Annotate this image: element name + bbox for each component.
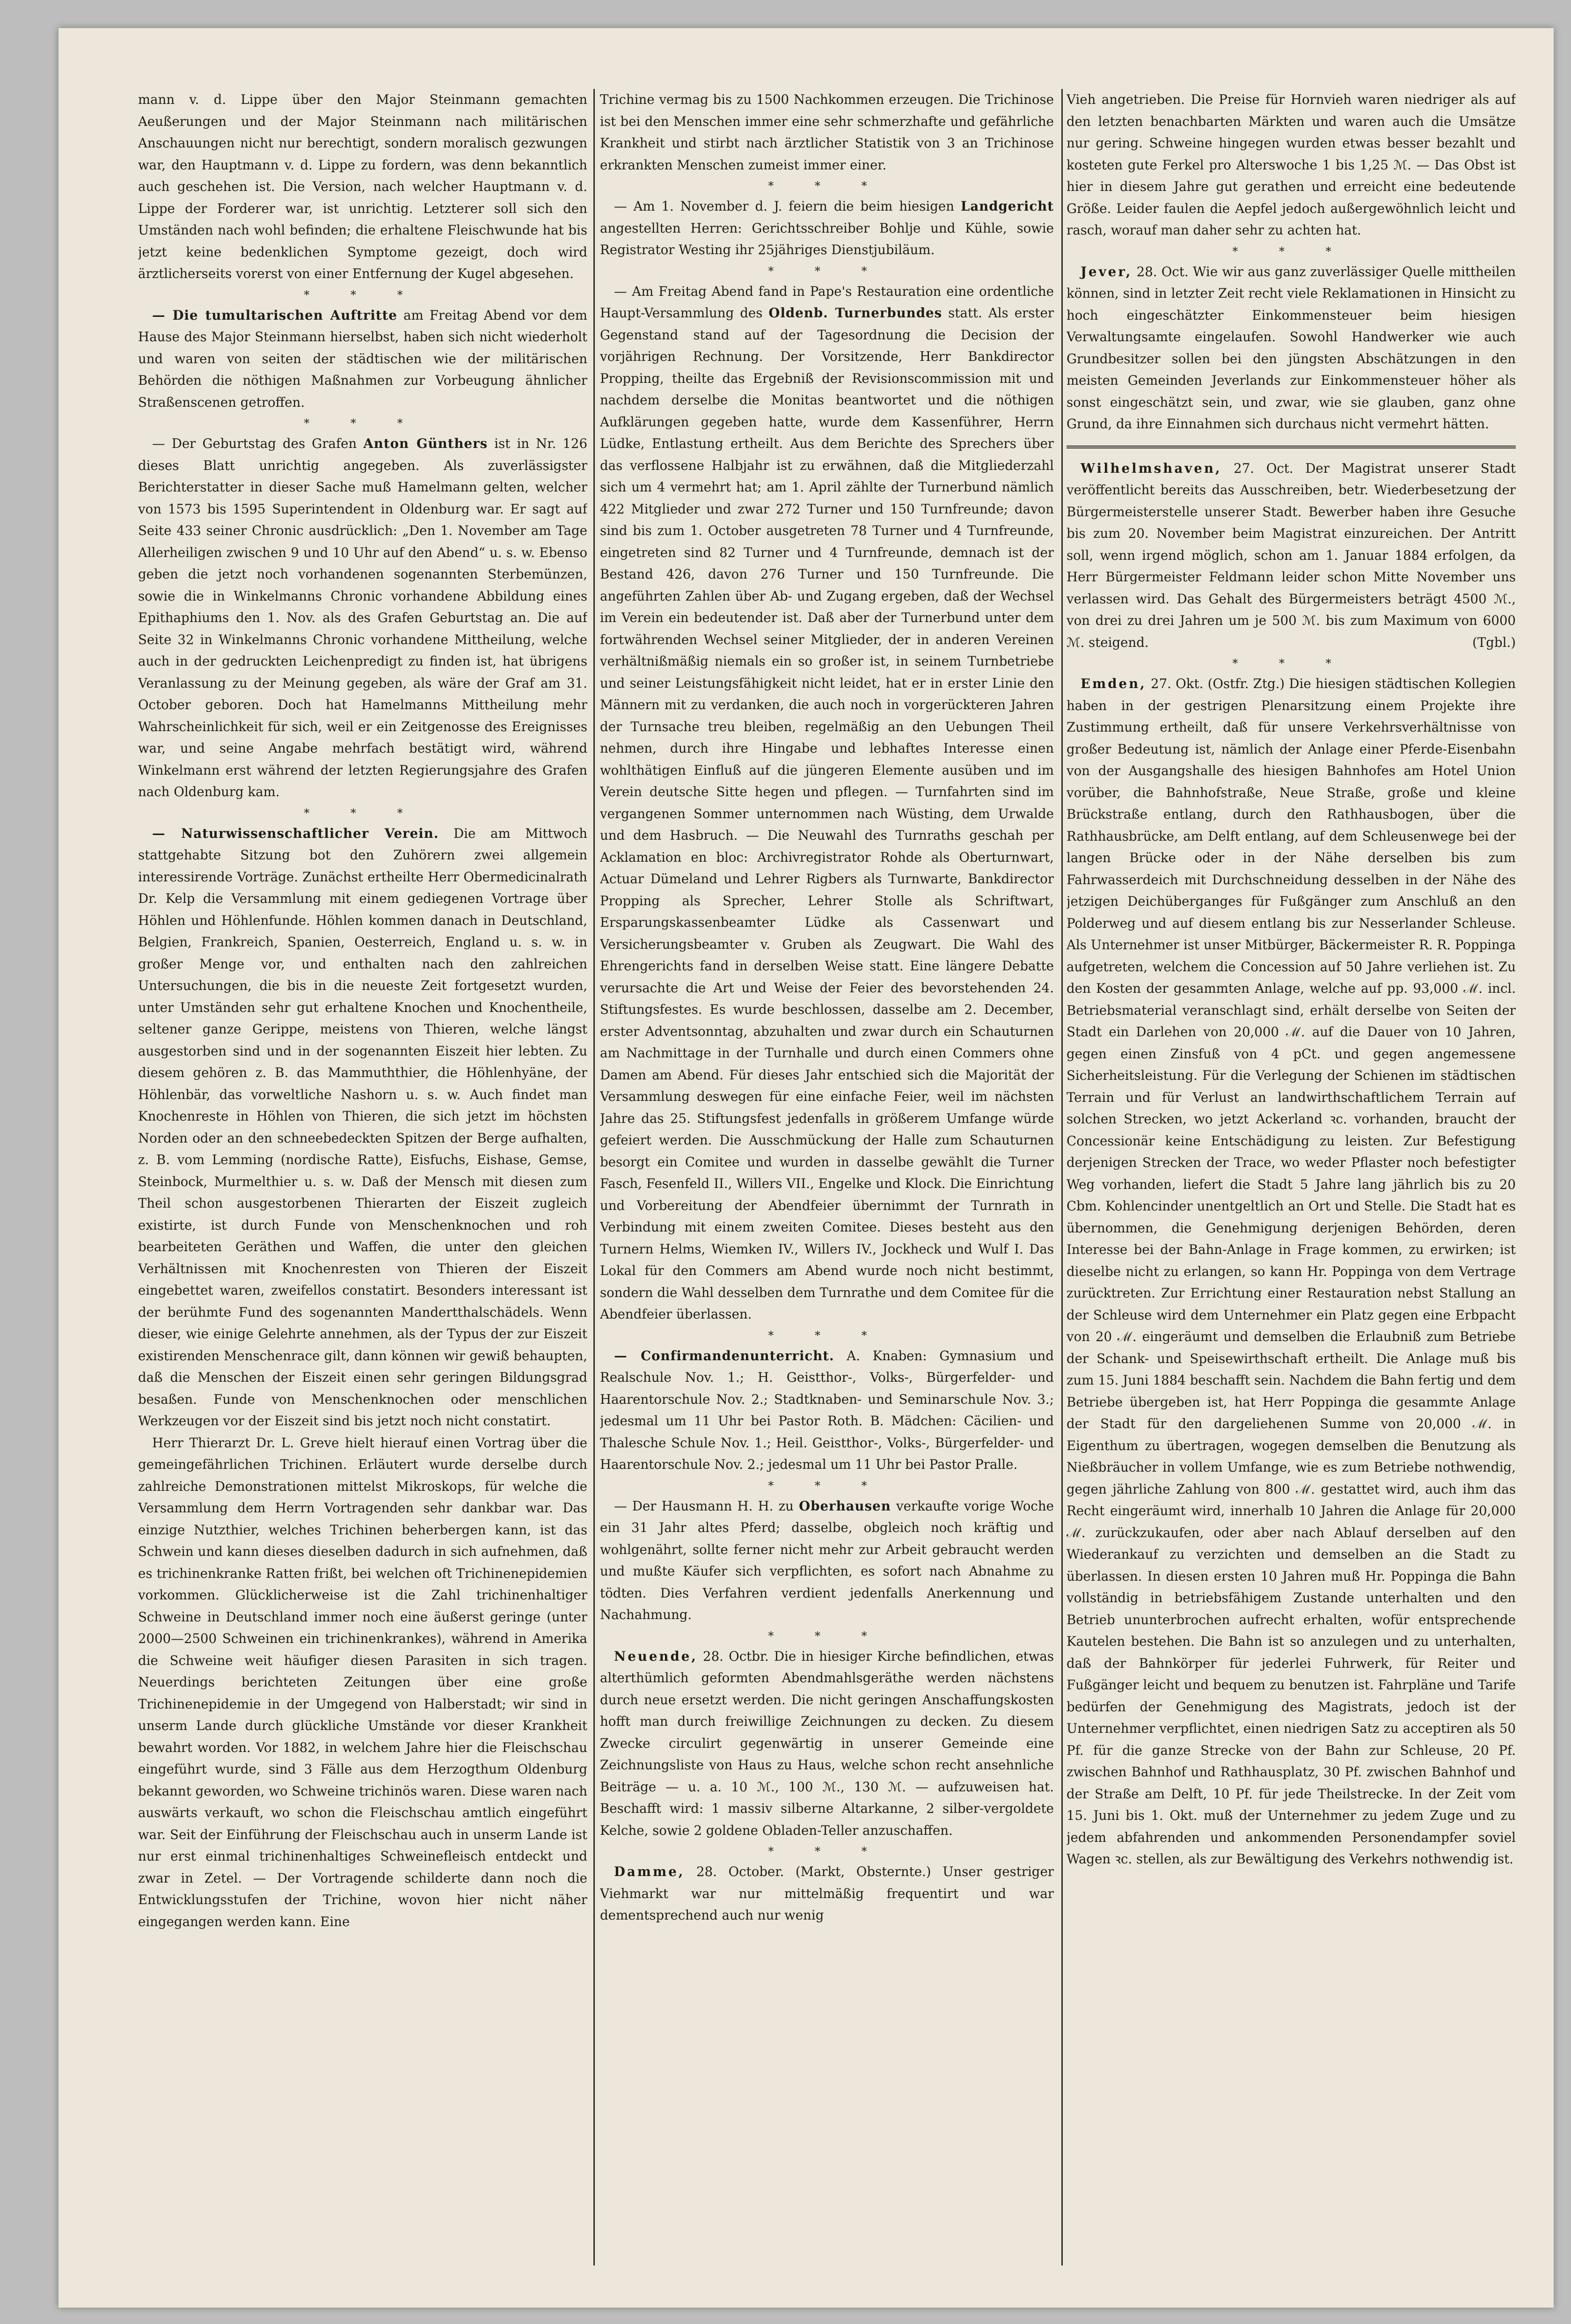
paragraph [138, 433, 587, 803]
dateline: Wilhelmshaven, [1081, 460, 1222, 476]
section-separator: * * * [1232, 244, 1350, 258]
paragraph [1067, 261, 1516, 435]
paragraph [1067, 458, 1516, 654]
paragraph: Herr Thierarzt Dr. L. Greve hielt hierauf einen Vortrag über die gemeingefährlichen Trichinen. Erläutert wurde derselbe durch zahlreiche Demonstrationen mittelst Mikroskops, für welche die Versammlung dem Herrn Vortragenden sehr dankbar war. Das einzige Nutzthier, welches Trichinen beherbergen kann, ist das Schwein und kann dieses dieselben dadurch in sich aufnehmen, daß es trichinenkranke Ratten frißt, bei welchen oft Trichinenepidemien vorkommen. Glücklicherweise ist die Zahl trichinenhaltiger Schweine in Deutschland immer noch eine äußerst geringe (unter 2000—2500 Schweinen ein trichinenkrankes), während in Amerika die Schweine weit häufiger diesen Parasiten in sich tragen. Neuerdings berichteten Zeitungen über eine große Trichinenepidemie in der Umgegend von Halberstadt; wir sind in unserm Lande durch glückliche Umstände vor dieser Krankheit bewahrt worden. Vor 1882, in welchem Jahre hier die Fleischschau eingeführt wurde, sind 3 Fälle aus dem Herzogthum Oldenburg bekannt geworden, wo Schweine trichinös waren. Diese waren nach auswärts verkauft, wo schon die Fleischschau amtlich eingeführt war. Seit der Einführung der Fleischschau auch in unserm Lande ist nur erst einmal trichinenhaltiges Schweinefleisch entdeckt und zwar in Zetel. — Der Vortragende schilderte dann noch die Entwicklungsstufen der Trichine, wovon hier nicht näher eingegangen werden kann. Eine [138, 1435, 587, 1929]
section-separator: * * * [304, 288, 422, 301]
article-headline: — Confirmandenunterricht. [614, 1348, 834, 1364]
section-divider [1067, 446, 1516, 448]
paragraph [600, 281, 1054, 1326]
section-separator: * * * [1232, 657, 1350, 670]
paragraph-text: — Der Hausmann H. H. zu [614, 1498, 799, 1514]
section-separator: * * * [768, 264, 886, 278]
paragraph [600, 1496, 1054, 1626]
dateline: Jever, [1081, 264, 1133, 279]
section-separator: * * * [768, 1328, 886, 1342]
paragraph [600, 1345, 1054, 1476]
article-headline: Anton Günthers [363, 436, 488, 451]
paragraph-text: angestellten Herren: Gerichtsschreiber Bohlje und Kühle, sowie Registrator Westing ihr 25jähriges Dienstjubiläum. [600, 220, 1054, 257]
section-separator: * * * [768, 1629, 886, 1642]
column-right [1067, 89, 1516, 2270]
paragraph [1067, 673, 1516, 1870]
paragraph-text: ist in Nr. 126 dieses Blatt unrichtig angegeben. Als zuverlässigster Berichterstatter in dieser Sache muß Hamelmann gelten, welcher von 1573 bis 1595 Superintendent in Oldenburg war. Er sagt auf Seite 433 seiner Chronic ausdrücklich: „Den 1. November am Tage Allerheiligen zwischen 9 und 10 Uhr auf den Abend“ u. s. w. Ebenso geben die jetzt noch vorhandenen sogenannten Sterbemünzen, sowie die in Winkelmanns Chronic vorhandene Abbildung eines Epithaphiums den 1. Nov. als des Grafen Geburtstag an. Die auf Seite 32 in Winkelmanns Chronic vorhandene Mittheilung, welche auch in der gedruckten Leichenpredigt zu finden ist, hat übrigens Veranlassung zu der Meinung gegeben, als wäre der Graf am 31. October geboren. Doch hat Hamelmanns Mittheilung mehr Wahrscheinlichkeit für sich, weil er ein Zeitgenosse des Ereignisses war, und seine Angabe mehrfach bestätigt wird, während Winkelmann erst während der letzten Regierungsjahre des Grafen nach Oldenburg kam. [138, 436, 587, 799]
source-credit: (Tgbl.) [1472, 634, 1516, 650]
paragraph-text: Die am Mittwoch stattgehabte Sitzung bot den Zuhörern zwei allgemein interessirende Vorträge. Zunächst ertheilte Herr Obermedicinalrath Dr. Kelp die Versammlung mit einem gediegenen Vortrage über Höhlen und Höhlenfunde. Höhlen kommen danach in Deutschland, Belgien, Frankreich, Spanien, Oesterreich, England u. s. w. in großer Menge vor, und enthalten nach den zahlreichen Untersuchungen, die bis in die neueste Zeit fortgesetzt wurden, unter Umständen sehr gut erhaltene Knochen und Knochentheile, seltener ganze Gerippe, meistens von Thieren, welche längst ausgestorben sind und in der sogenannten Eiszeit hier lebten. Zu diesem gehören z. B. das Mammuththier, die Höhlenhyäne, der Höhlenbär, das vorweltliche Nashorn u. s. w. Auch findet man Knochenreste in Höhlen von Thieren, die sich jetzt im höchsten Norden oder an den schneebedeckten Spitzen der Berge aufhalten, z. B. vom Lemming (nordische Ratte), Eisfuchs, Eishase, Gemse, Steinbock, Murmelthier u. s. w. Daß der Mensch mit diesen zum Theil schon ausgestorbenen Thierarten der Eiszeit zugleich existirte, ist durch Funde von Menschenknochen und roh bearbeiteten Geräthen und Waffen, die unter den gleichen Verhältnissen mit Knochenresten von Thieren der Eiszeit eingebettet waren, zweifellos constatirt. Besonders interessant ist der berühmte Fund des sogenannten Mandertthalschädels. Wenn dieser, wie einige Gelehrte annehmen, als der Typus der zur Eiszeit existirenden Menschenrace gilt, dann können wir gewiß behaupten, daß die Menschen der Eiszeit einen sehr geringen Bildungsgrad besaßen. Funde von Menschenknochen oder menschlichen Werkzeugen vor der Eiszeit sind bis jetzt noch nicht constatirt. [138, 825, 587, 1429]
article-columns [138, 89, 1516, 2270]
section-separator: * * * [768, 179, 886, 192]
dateline: Neuende, [614, 1648, 698, 1664]
article-headline: — Naturwissenschaftlicher Verein. [152, 825, 439, 841]
paragraph-text: 27. Oct. Der Magistrat unserer Stadt veröffentlicht bereits das Ausschreiben, betr. Wiederbesetzung der Bürgermeisterstelle unserer Stadt. Bewerber haben ihre Gesuche bis zum 20. November beim Magistrat einzureichen. Der Antritt soll, wenn irgend möglich, schon am 1. Januar 1884 erfolgen, da Herr Bürgermeister Feldmann leider schon Mitte November uns verlassen wird. Das Gehalt des Bürgermeisters beträgt 4500 ℳ., von drei zu drei Jahren um je 500 ℳ. bis zum Maximum von 6000 ℳ. steigend. [1067, 460, 1516, 650]
paragraph-text: — Am 1. November d. J. feiern die beim hiesigen [614, 198, 961, 214]
article-headline: Oberhausen [799, 1498, 891, 1514]
section-separator: * * * [768, 1845, 886, 1858]
paragraph: Trichine vermag bis zu 1500 Nachkommen erzeugen. Die Trichinose ist bei den Menschen immer eine sehr schmerzhafte und gefährliche Krankheit und stirbt nach ärztlicher Statistik von 3 an Trichinose erkrankten Menschen zumeist immer einer. [600, 92, 1054, 173]
dateline: Damme, [614, 1864, 685, 1879]
paragraph-text: 28. October. (Markt, Obsternte.) Unser gestriger Viehmarkt war nur mittelmäßig frequentirt und war dementsprechend auch nur wenig [600, 1864, 1054, 1923]
section-separator: * * * [304, 417, 422, 430]
paragraph [600, 196, 1054, 261]
paragraph-text: verkaufte vorige Woche ein 31 Jahr altes Pferd; dasselbe, obgleich noch kräftig und wohlgenährt, sollte ferner nicht mehr zur Arbeit gebraucht werden und mußte Käufer sich verpflichten, es sofort nach Abnahme zu tödten. Dies Verfahren verdient jedenfalls Anerkennung und Nachahmung. [600, 1498, 1054, 1622]
paragraph-text: A. Knaben: Gymnasium und Realschule Nov. 1.; H. Geistthor-, Volks-, Bürgerfelder- und Haarentorschule Nov. 2.; Stadtknaben- und Seminarschule Nov. 3.; jedesmal um 11 Uhr bei Pastor Roth. B. Mädchen: Cäcilien- und Thalesche Schule Nov. 1.; Heil. Geistthor-, Volks-, Bürgerfelder- und Haarentorschule Nov. 2.; jedesmal um 11 Uhr bei Pastor Pralle. [600, 1348, 1054, 1472]
paragraph-text: 27. Okt. (Ostfr. Ztg.) Die hiesigen städtischen Kollegien haben in der gestrigen Plenarsitzung einem Projekte ihre Zustimmung ertheilt, daß für unsere Verkehrsverhältnisse von großer Bedeutung ist, nämlich der Anlage einer Pferde-Eisenbahn von der Ausgangshalle des hiesigen Bahnhofes am Hotel Union vorüber, die Bahnhofstraße, Neue Straße, große und kleine Brückstraße entlang, durch den Rathhausbogen, über die Rathhausbrücke, am Delft entlang, auf dem Schleusenwege bei der langen Brücke oder in der Nähe derselben bis zum Fahrwasserdeich mit Durchschneidung desselben in der Nähe des jetzigen Deichüberganges für Fußgänger zum Anschluß an den Polderweg und auf diesem entlang bis zur Nesserlander Schleuse. Als Unternehmer ist unser Mitbürger, Bäckermeister R. R. Poppinga aufgetreten, welchem die Concession auf 50 Jahre verliehen ist. Zu den Kosten der gesammten Anlage, welche auf pp. 93,000 ℳ. incl. Betriebsmaterial veranschlagt sind, erhält derselbe von Seiten der Stadt ein Darlehen von 20,000 ℳ. auf die Dauer von 10 Jahren, gegen einen Zinsfuß von 4 pCt. und gegen angemessene Sicherheitsleistung. Für die Verlegung der Schienen im städtischen Terrain und für Verlust an landwirthschaftlichem Terrain auf solchen Strecken, wo jetzt Ackerland ꝛc. vorhanden, braucht der Concessionär keine Entschädigung zu leisten. Zur Befestigung derjenigen Strecken der Trace, wo weder Pflaster noch befestigter Weg vorhanden, liefert die Stadt 5 Jahre lang jährlich bis zu 20 Cbm. Kohlencinder unentgeltlich an Ort und Stelle. Die Stadt hat es übernommen, die Genehmigung derjenigen Behörden, deren Interesse bei der Bahn-Anlage in Frage kommen, zu erwirken; ist dieselbe nicht zu erlangen, so kann Hr. Poppinga von dem Vertrage zurücktreten. Zur Errichtung einer Restauration nebst Stallung an der Schleuse wird dem Unternehmer ein Platz gegen eine Erbpacht von 20 ℳ. eingeräumt und demselben die Erlaubniß zum Betriebe der Schank- und Speisewirthschaft ertheilt. Die Anlage muß bis zum 15. Juni 1884 beschafft sein. Nachdem die Bahn fertig und dem Betriebe übergeben ist, hat Herr Poppinga die gesammte Anlage der Stadt für den dargeliehenen Summe von 20,000 ℳ. in Eigenthum zu übertragen, wogegen demselben die Benutzung als Nießbräucher in vollem Umfange, wie es zum Betriebe nothwendig, gegen jährliche Zahlung von 800 ℳ. gestattet wird, auch ihm das Recht eingeräumt wird, innerhalb 10 Jahren die Anlage für 20,000 ℳ. zurückzukaufen, oder aber nach Ablauf derselben auf den Wiederankauf zu verzichten und demselben an die Stadt zu überlassen. In diesen ersten 10 Jahren muß Hr. Poppinga die Bahn vollständig in betriebsfähigem Zustande unterhalten und den Betrieb ununterbrochen aufrecht erhalten, wofür entsprechende Kautelen bestehen. Die Bahn ist so anzulegen und zu unterhalten, daß der Bahnkörper für jederlei Fuhrwerk, für Reiter und Fußgänger leicht und bequem zu benutzen ist. Fahrpläne und Tarife bedürfen der Genehmigung des Magistrats, jedoch ist der Unternehmer verpflichtet, einen niedrigen Satz zu acceptiren als 50 Pf. für die ganze Strecke von der Bahn zur Schleuse, 20 Pf. zwischen Bahnhof und Rathhausplatz, 30 Pf. zwischen Bahnhof und der Straße am Delft, 10 Pf. für jede Theilstrecke. In der Zeit vom 15. Juni bis 1. Okt. muß der Unternehmer zu jedem Zuge und zu jedem abfahrenden und ankommenden Personendampfer soviel Wagen ꝛc. stellen, als zur Bewältigung des Verkehrs nothwendig ist. [1067, 676, 1516, 1867]
paragraph-text: am Freitag Abend vor dem Hause des Major Steinmann hierselbst, haben sich nicht wiederholt und waren von seiten der städtischen wie der militärischen Behörden die nöthigen Maßnahmen zur Vorbeugung ähnlicher Straßenscenen getroffen. [138, 307, 587, 410]
paragraph: Vieh angetrieben. Die Preise für Hornvieh waren niedriger als auf den letzten benachbarten Märkten und waren auch die Umsätze nur gering. Schweine hingegen wurden etwas besser bezahlt und kosteten gute Ferkel pro Alterswoche 1 bis 1,25 ℳ. — Das Obst ist hier in diesem Jahre gut gerathen und erreicht eine bedeutende Größe. Leider faulen die Aepfel jedoch außergewöhnlich leicht und rasch, worauf man daher sehr zu achten hat. [1067, 92, 1516, 238]
section-separator: * * * [768, 1479, 886, 1492]
paragraph-text: — Am Freitag Abend fand in Pape's Restauration eine ordentliche Haupt-Versammlung des [600, 283, 1054, 321]
article-headline: — Die tumultarischen Auftritte [152, 307, 397, 323]
paragraph-text: statt. Als erster Gegenstand stand auf der Tagesordnung die Decision der vorjährigen Rechnung. Der Vorsitzende, Herr Bankdirector Propping, theilte das Ergebniß der Revisionscommission mit und nachdem derselbe die Monitas beantwortet und die nöthigen Aufklärungen gegeben hatte, wurde dem Kassenführer, Herrn Lüdke, Entlastung ertheilt. Aus dem Berichte des Sprechers über das verflossene Halbjahr ist zu erwähnen, daß die Mitgliederzahl sich um 4 vermehrt hat; am 1. April zählte der Turnerbund nämlich 422 Mitglieder und zwar 272 Turner und 150 Turnfreunde; davon sind bis zum 1. October ausgetreten 78 Turner und 4 Turnfreunde, eingetreten sind 82 Turner und 4 Turnfreunde, demnach ist der Bestand 426, davon 276 Turner und 150 Turnfreunde. Die angeführten Zahlen über Ab- und Zugang ergeben, daß der Wechsel im Verein ein bedeutender ist. Daß aber der Turnerbund unter dem fortwährenden Wechsel seiner Mitglieder, der in anderen Vereinen verhältnißmäßig niemals ein so großer ist, in seinem Turnbetriebe und seiner Leistungsfähigkeit nicht leidet, hat er in erster Linie den Männern mit zu verdanken, die auch noch in vorgerückteren Jahren der Turnsache treu bleiben, regelmäßig an den Uebungen Theil nehmen, durch ihre Hingabe und lebhaftes Interesse einen wohlthätigen Einfluß auf die jüngeren Elemente ausüben und im Verein deutsche Sitte hegen und pflegen. — Turnfahrten sind im vergangenen Sommer unternommen nach Wüsting, dem Urwalde und dem Hasbruch. — Die Neuwahl des Turnraths geschah per Acklamation en bloc: Archivregistrator Rohde als Oberturnwart, Actuar Dümeland und Lehrer Rigbers als Turnwarte, Bankdirector Propping als Sprecher, Lehrer Stolle als Schriftwart, Ersparungskassenbeamter Lüdke als Cassenwart und Versicherungsbeamter v. Gruben als Zeugwart. Die Wahl des Ehrengerichts fand in derselben Weise statt. Eine längere Debatte verursachte die Art und Weise der Feier des bevorstehenden 24. Stiftungsfestes. Es wurde beschlossen, dasselbe am 2. December, erster Adventsonntag, abzuhalten und zwar durch ein Schauturnen am Nachmittage in der Turnhalle und durch einen Commers ohne Damen am Abend. Für dieses Jahr entschied sich die Majorität der Versammlung deswegen für eine einfache Feier, weil im nächsten Jahre das 25. Stiftungsfest jedenfalls in größerem Umfange würde gefeiert werden. Die Ausschmückung der Halle zum Schauturnen besorgt ein Comitee und wurden in dasselbe gewählt die Turner Fasch, Fesenfeld II., Willers VII., Engelke und Klock. Die Einrichtung und Vorbereitung der Abendfeier übernimmt der Turnrath in Verbindung mit einem zweiten Comitee. Dieses besteht aus den Turnern Helms, Wiemken IV., Willers IV., Jockheck und Wulf I. Das Lokal für den Commers am Abend wurde noch nicht bestimmt, sondern die Wahl desselben dem Turnrathe und dem Comitee für die Abendfeier überlassen. [600, 305, 1054, 1322]
dateline: Emden, [1081, 676, 1147, 691]
paragraph [600, 1646, 1054, 1842]
paragraph [138, 305, 587, 414]
paragraph-text: 28. Octbr. Die in hiesiger Kirche befindlichen, etwas alterthümlich geformten Abendmahlsgeräthe werden nächstens durch neue ersetzt werden. Die nicht geringen Anschaffungskosten hofft man durch freiwillige Zeichnungen zu decken. Zu diesem Zwecke circulirt gegenwärtig in unserer Gemeinde eine Zeichnungsliste von Haus zu Haus, welche schon recht ansehnliche Beiträge — u. a. 10 ℳ., 100 ℳ., 130 ℳ. — aufzuweisen hat. Beschafft wird: 1 massiv silberne Altarkanne, 2 silber-vergoldete Kelche, sowie 2 goldene Obladen-Teller anzuschaffen. [600, 1648, 1054, 1838]
paragraph: mann v. d. Lippe über den Major Steinmann gemachten Aeußerungen und der Major Steinmann nach militärischen Anschauungen nicht nur berechtigt, sondern moralisch gezwungen war, den Hauptmann v. d. Lippe zu fordern, was denn bekanntlich auch geschehen ist. Die Version, nach welcher Hauptmann v. d. Lippe der Forderer war, ist unrichtig. Letzterer soll sich den Umständen nach wohl befinden; die erhaltene Fleischwunde hat bis jetzt keine bedenklichen Symptome gezeigt, doch wird ärztlicherseits vorerst von einer Entfernung der Kugel abgesehen. [138, 92, 587, 281]
column-middle [600, 89, 1054, 2270]
article-headline: Landgericht [960, 198, 1054, 214]
paragraph-text: 28. Oct. Wie wir aus ganz zuverlässiger Quelle mittheilen können, sind in letzter Zeit recht viele Reklamationen in Hinsicht zu hoch eingeschätzter Einkommensteuer beim hiesigen Verwaltungsamte eingelaufen. Sowohl Handwerker wie auch Grundbesitzer sollen bei den jüngsten Abschätzungen in den meisten Gemeinden Jeverlands zur Einkommensteuer höher als sonst eingeschätzt sein, und zwar, wie sie glauben, ganz ohne Grund, da ihre Einnahmen sich durchaus nicht vermehrt hätten. [1067, 264, 1516, 432]
paragraph-text: — Der Geburtstag des Grafen [152, 436, 364, 451]
article-headline: Oldenb. Turnerbundes [768, 305, 943, 321]
newspaper-page [58, 28, 1554, 2308]
paragraph [600, 1861, 1054, 1927]
paragraph [138, 823, 587, 1432]
section-separator: * * * [304, 806, 422, 820]
column-left [138, 89, 587, 2270]
